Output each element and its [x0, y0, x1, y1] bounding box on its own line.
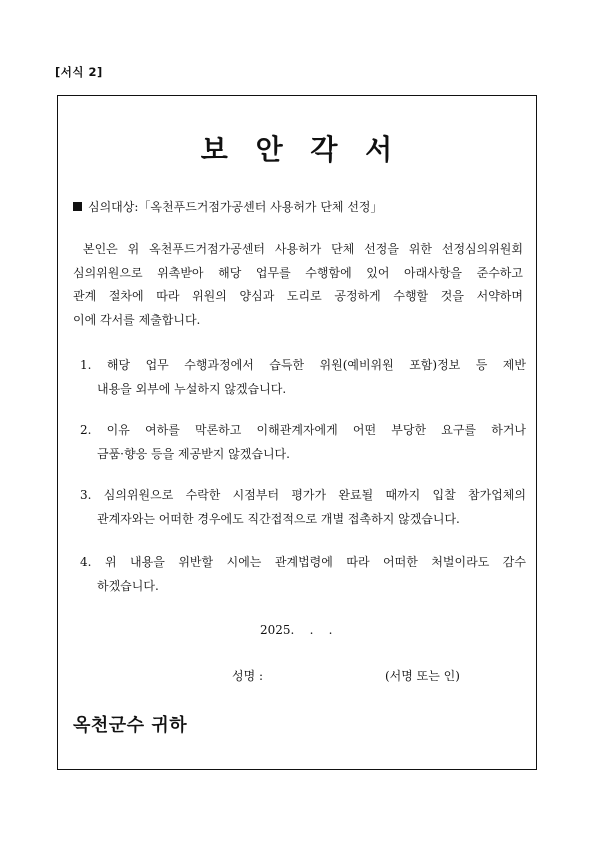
- pledge-line: 금품·향응 등을 제공받지 않겠습니다.: [97, 447, 290, 461]
- subject-line: [73, 198, 383, 215]
- pledge-item-2: [80, 418, 526, 466]
- pledge-item-4: [80, 550, 526, 598]
- form-number-label: [서식 2]: [55, 65, 103, 79]
- signature-seal-note: (서명 또는 인): [385, 669, 460, 683]
- pledge-line: 하겠습니다.: [97, 579, 159, 593]
- signature-name-label: 성명 :: [232, 669, 264, 683]
- pledge-line: 내용을 외부에 누설하지 않겠습니다.: [97, 382, 287, 396]
- intro-line: 이에 각서를 제출합니다.: [73, 312, 201, 327]
- pledge-line: 4. 위 내용을 위반할 시에는 관계법령에 따라 어떠한 처벌이라도 감수: [80, 555, 526, 569]
- addressee: 옥천군수 귀하: [73, 715, 188, 736]
- pledge-line: 2. 이유 여하를 막론하고 이해관계자에게 어떤 부당한 요구를 하거나: [80, 423, 526, 437]
- date-field: 2025. . .: [260, 623, 333, 637]
- pledge-item-1: [80, 353, 526, 401]
- black-square-bullet-icon: [73, 202, 82, 211]
- intro-line: 본인은 위 옥천푸드거점가공센터 사용허가 단체 선정을 위한 선정심의위원회: [83, 242, 523, 256]
- intro-paragraph: [73, 238, 523, 332]
- pledge-line: 3. 심의위원으로 수락한 시점부터 평가가 완료될 때까지 입찰 참가업체의: [80, 488, 526, 502]
- intro-line: 관계 절차에 따라 위원의 양심과 도리로 공정하게 수행할 것을 서약하며: [73, 289, 523, 303]
- intro-line: 심의위원으로 위촉받아 해당 업무를 수행함에 있어 아래사항을 준수하고: [73, 265, 523, 280]
- subject-text: 심의대상:「옥천푸드거점가공센터 사용허가 단체 선정」: [88, 200, 383, 214]
- document-title: 보 안 각 서: [200, 133, 395, 166]
- pledge-item-3: [80, 483, 526, 531]
- pledge-line: 관계자와는 어떠한 경우에도 직간접적으로 개별 접촉하지 않겠습니다.: [97, 512, 460, 526]
- pledge-line: 1. 해당 업무 수행과정에서 습득한 위원(예비위원 포함)정보 등 제반: [80, 358, 526, 372]
